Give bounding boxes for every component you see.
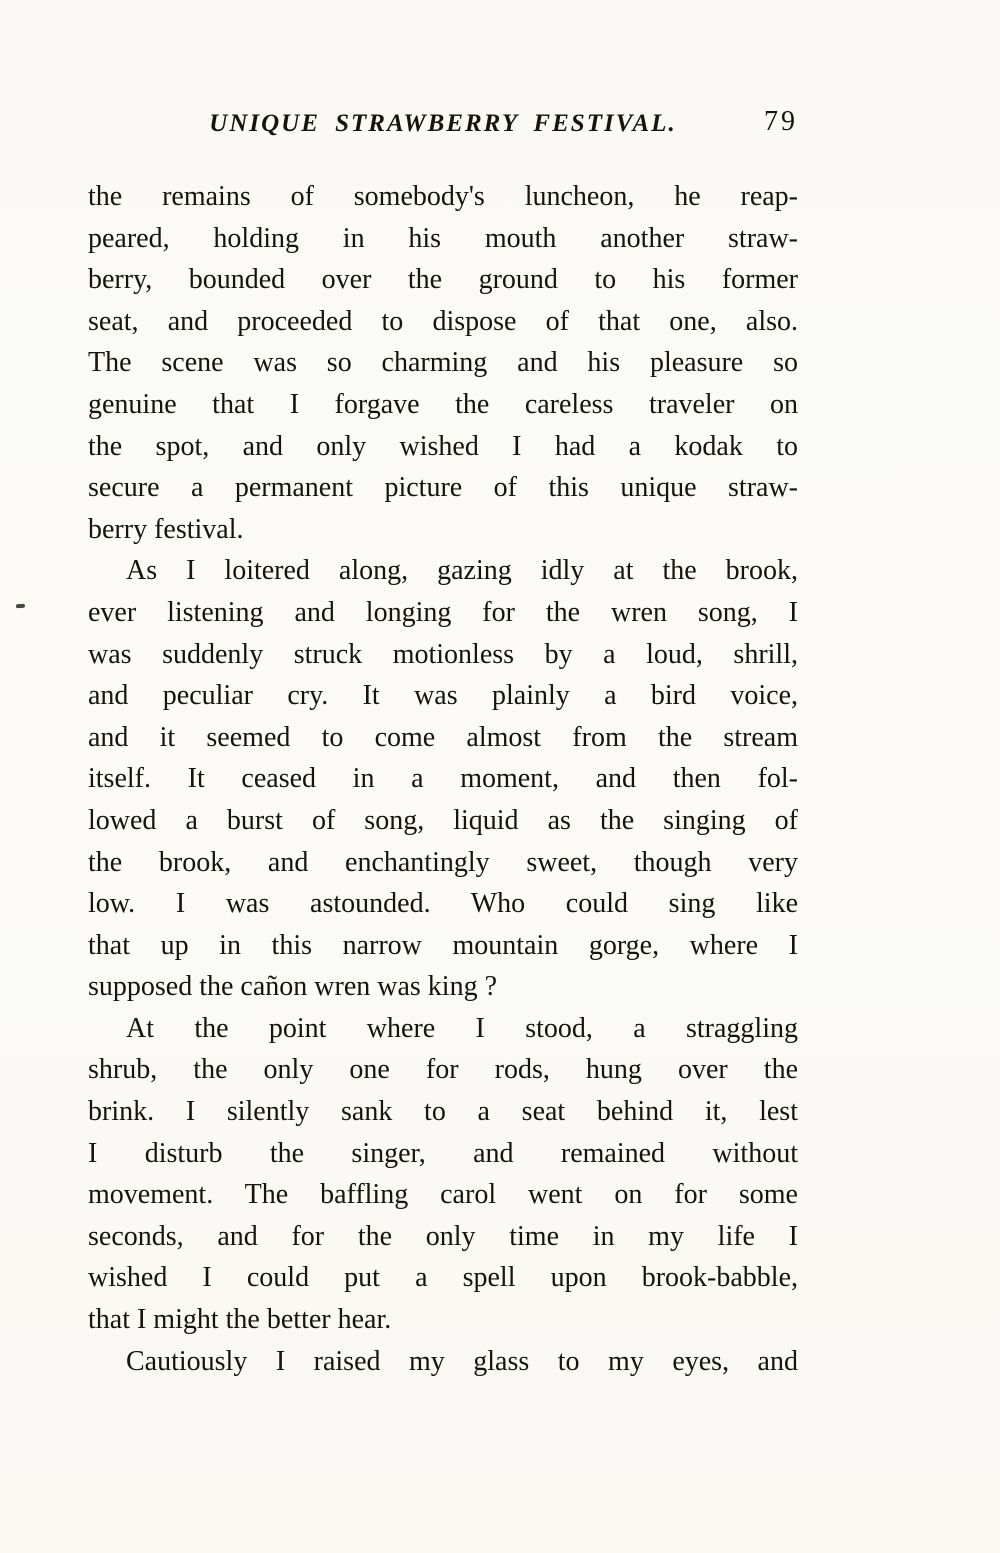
text-line: seat, and proceeded to dispose of that one, also.	[88, 305, 798, 337]
text-line: movement. The baffling carol went on for some	[88, 1179, 798, 1211]
text-line: low. I was astounded. Who could sing like	[88, 888, 798, 920]
text-line: I disturb the singer, and remained without	[88, 1137, 798, 1169]
text-line: wished I could put a spell upon brook-babble,	[88, 1262, 798, 1294]
text-line: seconds, and for the only time in my life I	[88, 1220, 798, 1252]
page-number: 79	[764, 106, 798, 137]
text-line: peared, holding in his mouth another straw-	[88, 222, 798, 254]
chapter-running-title: UNIQUE STRAWBERRY FESTIVAL.	[209, 110, 677, 137]
text-line: and peculiar cry. It was plainly a bird voice,	[88, 680, 798, 712]
text-line: The scene was so charming and his pleasure so	[88, 347, 798, 379]
text-line: Cautiously I raised my glass to my eyes, and	[126, 1345, 798, 1377]
text-line: ever listening and longing for the wren song, I	[88, 596, 798, 628]
text-line: brink. I silently sank to a seat behind it, lest	[88, 1096, 798, 1128]
text-line: was suddenly struck motionless by a loud, shrill,	[88, 638, 798, 670]
text-line: supposed the cañon wren was king ?	[88, 971, 498, 1003]
text-line: berry festival.	[88, 513, 244, 545]
text-line: shrub, the only one for rods, hung over the	[88, 1054, 798, 1086]
text-line: and it seemed to come almost from the stream	[88, 721, 798, 753]
text-line: genuine that I forgave the careless traveler on	[88, 388, 798, 420]
text-line: berry, bounded over the ground to his former	[88, 264, 798, 296]
text-line: lowed a burst of song, liquid as the singing of	[88, 804, 798, 836]
text-line: As I loitered along, gazing idly at the brook,	[126, 555, 798, 587]
body-text	[88, 176, 798, 1382]
text-line: that I might the better hear.	[88, 1304, 392, 1336]
text-line: secure a permanent picture of this unique straw-	[88, 472, 798, 504]
scan-artifact	[16, 604, 25, 609]
text-line: the spot, and only wished I had a kodak to	[88, 430, 798, 462]
text-column	[88, 104, 798, 1382]
text-line: the remains of somebody's luncheon, he reap-	[88, 181, 798, 212]
text-line: that up in this narrow mountain gorge, where I	[88, 929, 798, 961]
running-head	[88, 104, 798, 150]
text-line: At the point where I stood, a straggling	[126, 1012, 798, 1044]
text-line: itself. It ceased in a moment, and then fol-	[88, 763, 798, 795]
text-line: the brook, and enchantingly sweet, though very	[88, 846, 798, 878]
